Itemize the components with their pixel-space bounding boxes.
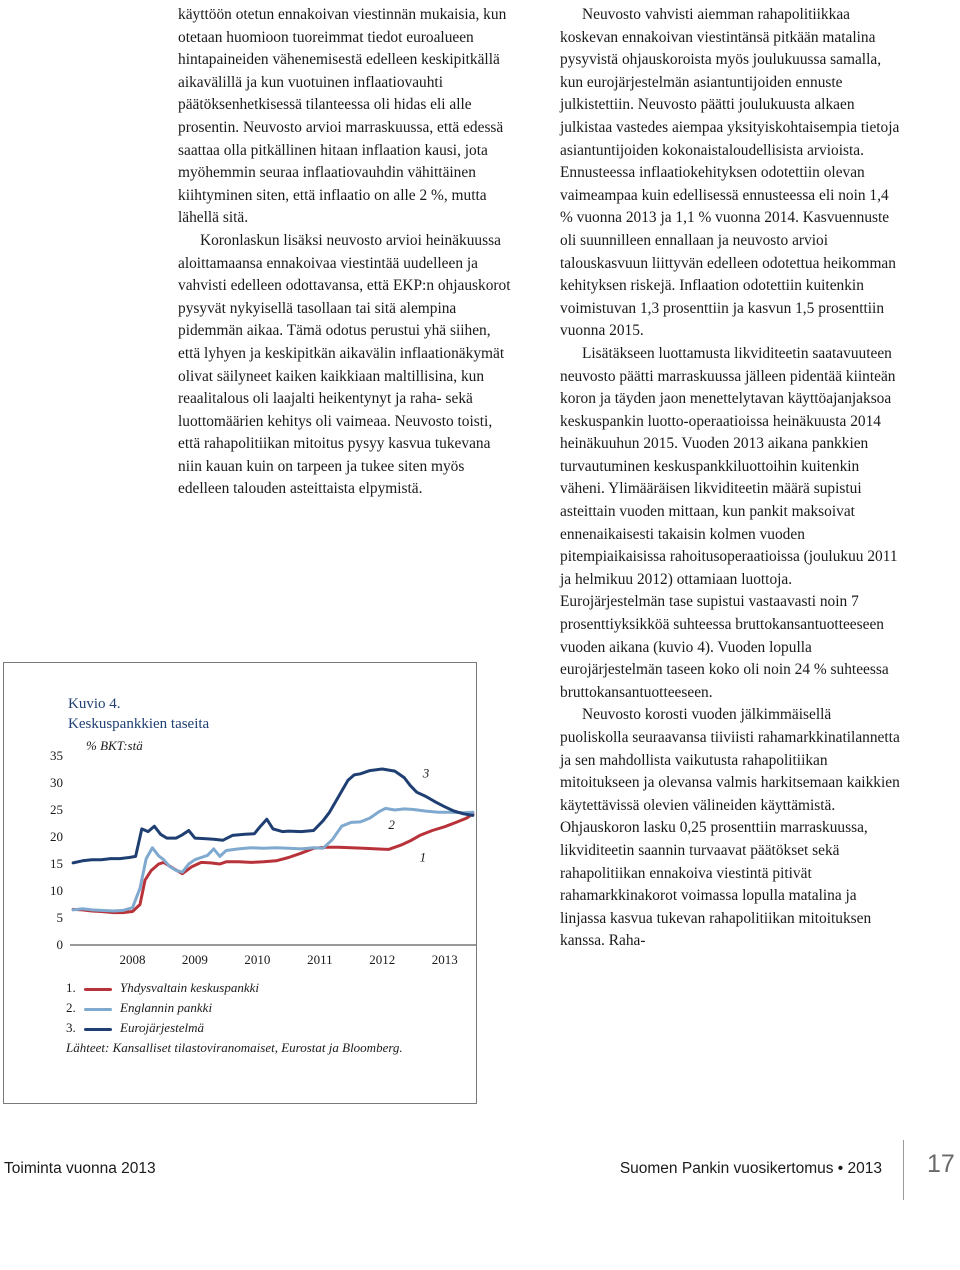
legend-label: Englannin pankki [120, 1000, 213, 1015]
x-tick-label: 2011 [307, 952, 333, 967]
legend-number: 3. [66, 1020, 76, 1035]
series-label-3: 3 [422, 765, 430, 781]
series-label-1: 1 [419, 849, 427, 865]
legend-label: Yhdysvaltain keskuspankki [120, 980, 259, 995]
x-tick-label: 2008 [119, 952, 146, 967]
legend-item [66, 999, 212, 1017]
paragraph: Lisätäkseen luottamusta likviditeetin saatavuuteen neuvosto päätti marraskuussa jälleen pidentää kiinteän koron ja täyden jaon menettelytavan käyttöajanjaksoa keskuspankin luotto-operaatioissa heinäkuusta 2014 heinäkuuhun 2015. Vuoden 2013 aikana pankkien turvautuminen keskuspankkiluottoihin kuitenkin väheni. Ylimääräisen likviditeetin määrä supistui asteittain vuoden mittaan, kun pankit maksoivat ennenaikaisesti takaisin kolmen vuoden pitempiaikaisissa rahoitusoperaatioissa (joulukuu 2011 ja helmikuu 2012) ottamiaan luottoja. Eurojärjestelmän tase supistui vastaavasti noin 7 prosenttiyksikköä suhteessa bruttokansantuotteeseen vuoden aikana (kuvio 4). Vuoden lopulla eurojärjestelmän taseen koko oli noin 24 % suhteessa bruttokansantuotteeseen. [560, 344, 898, 701]
legend-label: Eurojärjestelmä [120, 1020, 205, 1035]
legend-item [66, 979, 259, 997]
legend-number: 1. [66, 980, 76, 995]
legend-item [66, 1019, 204, 1037]
line-chart [0, 740, 480, 980]
paragraph: Koronlaskun lisäksi neuvosto arvioi heinäkuussa aloittamaansa ennakoivaa viestintää uudelleen ja vahvisti edelleen odottavansa, että EKP:n ohjauskorot pysyvät nykyisellä tasollaan tai sitä alempina pidemmän aikaa. Tämä odotus perustui yhä siihen, että lyhyen ja keskipitkän aikavälin inflaationäkymät olivat säilyneet kaiken kaikkiaan maltillisina, kun reaalitalous oli laajalti heikentynyt ja raha- sekä luottomäärien kehitys oli vaimeaa. Neuvosto toisti, että rahapolitiikan mitoitus pysyy kasvua tukevana niin kauan kuin on tarpeen ja tukee siten myös edelleen talouden asteittaista elpymistä. [178, 231, 511, 498]
y-tick-label: 35 [50, 748, 63, 763]
y-tick-label: 25 [50, 802, 63, 817]
x-tick-label: 2010 [244, 952, 271, 967]
figure-source: Lähteet: Kansalliset tilastoviranomaiset, Eurostat ja Bloomberg. [66, 1040, 403, 1055]
legend-swatch-dark-blue [84, 1028, 112, 1031]
figure-title: Keskuspankkien taseita [68, 716, 210, 732]
text-column-middle [178, 4, 514, 501]
y-tick-label: 20 [50, 829, 63, 844]
paragraph: Neuvosto korosti vuoden jälkimmäisellä puoliskolla seuraavansa tiiviisti rahamarkkinatilannetta ja sen mahdollista vaikutusta rahapolitiikan mitoitukseen ja olevansa valmis harkitsemaan kaikkien käytettävissä olevien välineiden käyttämistä. Ohjauskoron lasku 0,25 prosenttiin marraskuussa, likviditeetin saannin turvaavat päätökset sekä rahapolitiikan ennakoiva viestintä pitivät rahamarkkinakorot voimassa lopulla matalina ja linjassa kasvua tukevan rahapolitiikan mitoituksen kanssa. Raha- [560, 706, 900, 950]
y-tick-label: 30 [50, 775, 63, 790]
y-tick-label: 15 [50, 856, 63, 871]
y-tick-label: 10 [50, 883, 63, 898]
legend-number: 2. [66, 1000, 76, 1015]
page-number: 17 [927, 1150, 955, 1178]
x-tick-label: 2009 [181, 952, 208, 967]
footer-publication: Suomen Pankin vuosikertomus • 2013 [619, 1160, 882, 1177]
paragraph: Neuvosto vahvisti aiemman rahapolitiikkaa koskevan ennakoivan viestintänsä pitkään matalina pysyvistä ohjauskoroista myös joulukuussa samalla, kun eurojärjestelmän asiantuntijoiden ennuste julkistettiin. Neuvosto päätti joulukuusta alkaen julkistaa vastedes aiempaa yksityiskohtaisempia tietoja asiantuntijoiden kokonaistaloudellisista arvioista. Ennusteessa inflaatiokehityksen odotettiin olevan vaimeampaa kuin edellisessä ennusteessa eli noin 1,4 % vuonna 2013 ja 1,1 % vuonna 2014. Kasvuennuste oli suunnilleen ennallaan ja neuvosto arvioi talouskasvuun liittyvän edelleen odotettua heikomman kehityksen riskejä. Inflaation odotettiin kuitenkin voimistuvan 1,3 prosenttiin ja kasvun 1,5 prosenttiin vuonna 2015. [560, 6, 900, 340]
footer-section-title: Toiminta vuonna 2013 [4, 1160, 156, 1177]
y-tick-label: 5 [56, 910, 63, 925]
paragraph: käyttöön otetun ennakoivan viestinnän mukaisia, kun otetaan huomioon tuoreimmat tiedot euroalueen hintapaineiden vähenemisestä edelleen keskipitkällä aikavälillä ja kun vuotuinen inflaatiovauhti päätöksenhetkisessä tilanteessa oli hidas eli alle prosentin. Neuvosto arvioi marraskuussa, että edessä saattaa olla pitkällinen hitaan inflaation kausi, jota myöhemmin seuraa inflaatiovauhdin vähittäinen kiihtyminen siten, että inflaatio on alle 2 %, mutta lähellä sitä. [178, 6, 507, 227]
x-tick-label: 2012 [369, 952, 396, 967]
footer-divider [903, 1140, 904, 1200]
x-tick-label: 2013 [431, 952, 458, 967]
legend-swatch-red [84, 988, 112, 991]
figure-label: Kuvio 4. [68, 696, 121, 712]
text-column-right [560, 4, 900, 953]
legend-swatch-light-blue [84, 1008, 112, 1011]
figure-unit: % BKT:stä [86, 738, 143, 753]
y-tick-label: 0 [56, 937, 63, 952]
series-label-2: 2 [388, 816, 395, 832]
